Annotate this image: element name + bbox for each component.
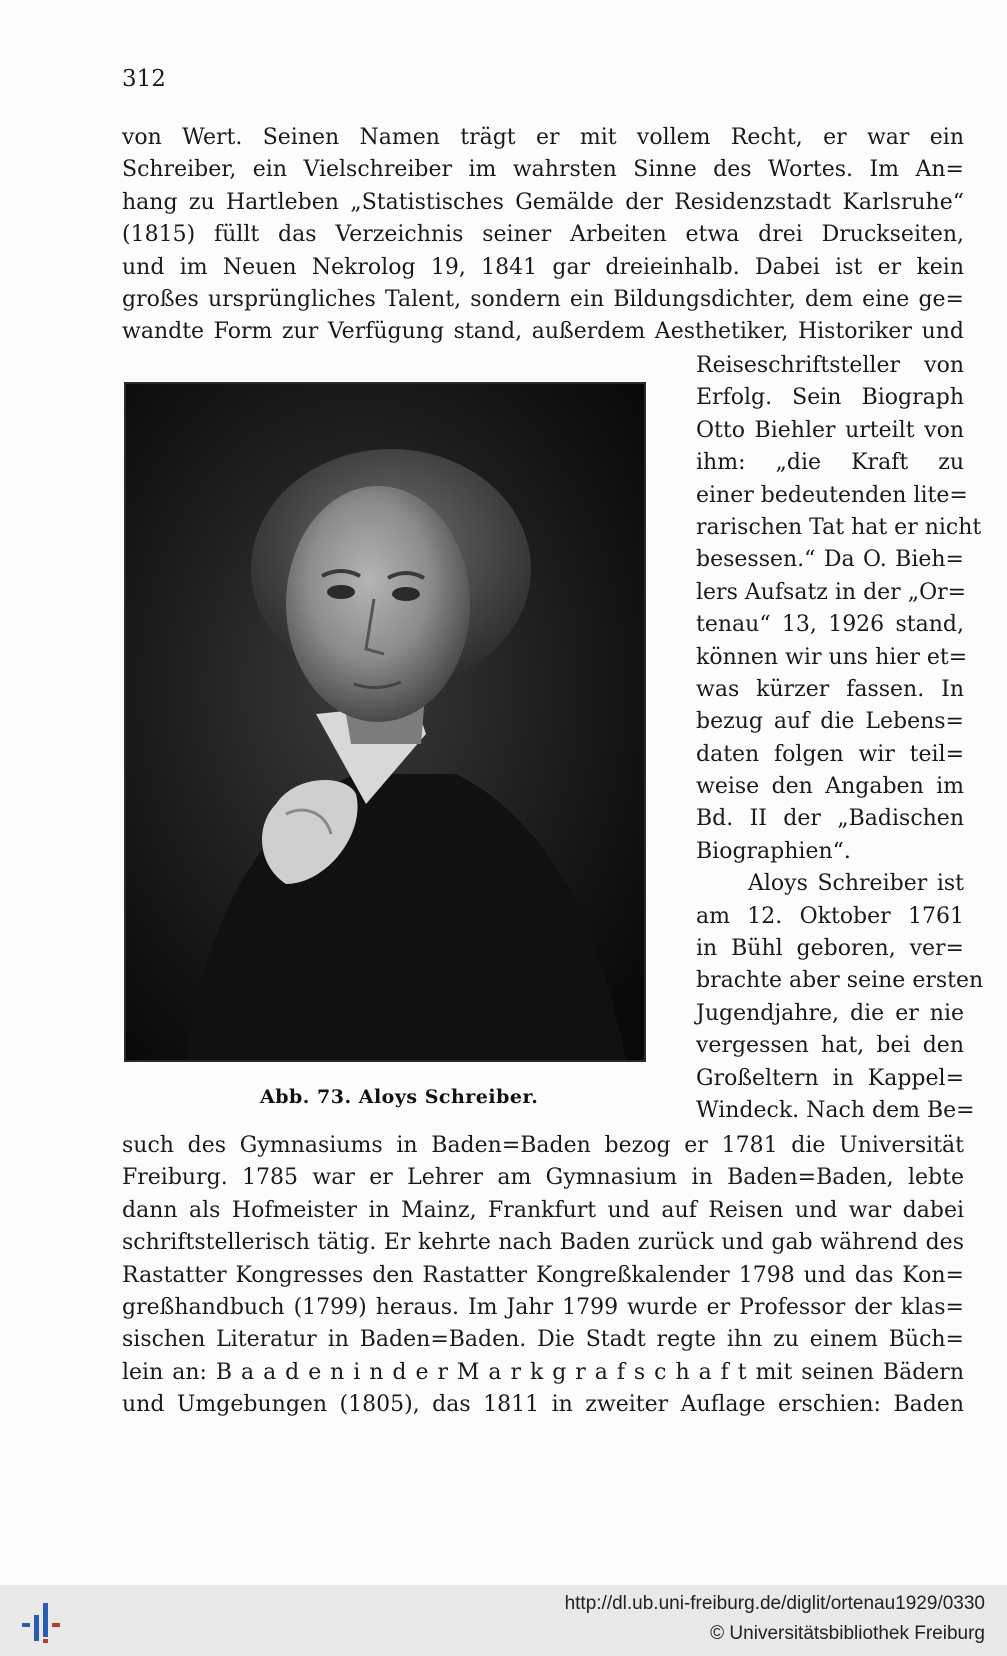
text-line: Otto Biehler urteilt von — [696, 417, 964, 443]
portrait-image — [126, 384, 644, 1060]
text-line: Aloys Schreiber ist — [748, 871, 964, 897]
top-paragraph — [122, 122, 964, 349]
text-line: vergessen hat, bei den — [696, 1033, 964, 1059]
text-line: hang zu Hartleben „Statistisches Gemälde der Residenzstadt Karlsruhe“ — [122, 189, 964, 215]
text-line: tenau“ 13, 1926 stand, — [696, 612, 964, 638]
portrait-figure — [124, 382, 646, 1062]
text-line: von Wert. Seinen Namen trägt er mit vollem Recht, er war ein — [122, 125, 964, 150]
text-line: Erfolg. Sein Biograph — [696, 385, 964, 411]
bottom-paragraph — [122, 1130, 964, 1422]
text-line: was kürzer fassen. In — [696, 676, 964, 702]
text-line: Rastatter Kongresses den Rastatter Kongreßkalender 1798 und das Kon= — [122, 1262, 964, 1288]
text-line: Jugendjahre, die er nie — [696, 1000, 964, 1026]
library-logo-icon — [22, 1601, 64, 1643]
text-line: besessen.“ Da O. Bieh= — [696, 547, 964, 573]
copyright-text: © Universitätsbibliothek Freiburg — [710, 1623, 985, 1644]
text-line: schriftstellerisch tätig. Er kehrte nach Baden zurück und gab während des — [122, 1230, 964, 1256]
text-line: brachte aber seine ersten — [696, 968, 984, 994]
text-line: Freiburg. 1785 war er Lehrer am Gymnasium in Baden=Baden, lebte — [122, 1165, 964, 1191]
text-line: bezug auf die Lebens= — [696, 709, 964, 735]
text-line: Schreiber, ein Vielschreiber im wahrsten Sinne des Wortes. Im An= — [122, 157, 964, 183]
text-line: und Umgebungen (1805), das 1811 in zweiter Auflage erschien: Baden — [122, 1392, 964, 1418]
text-line: Bd. II der „Badischen — [696, 806, 964, 832]
text-line: Reiseschriftsteller von — [696, 353, 964, 378]
footer-bar — [0, 1585, 1007, 1656]
figure-caption: Abb. 73. Aloys Schreiber. — [260, 1086, 539, 1108]
text-line: dann als Hofmeister in Mainz, Frankfurt und auf Reisen und war dabei — [122, 1197, 964, 1223]
text-line: Windeck. Nach dem Be= — [696, 1097, 975, 1123]
text-line: (1815) füllt das Verzeichnis seiner Arbeiten etwa drei Druckseiten, — [122, 222, 964, 248]
text-line: lers Aufsatz in der „Or= — [696, 579, 967, 605]
text-line: weise den Angaben im — [696, 774, 964, 800]
text-line: ihm: „die Kraft zu — [696, 450, 964, 476]
text-line: such des Gymnasiums in Baden=Baden bezog er 1781 die Universität — [122, 1133, 964, 1158]
source-url-link[interactable]: http://dl.ub.uni-freiburg.de/diglit/ortenau1929/0330 — [564, 1593, 985, 1614]
side-paragraph — [696, 350, 984, 1127]
text-line: in Bühl geboren, ver= — [696, 936, 964, 962]
text-line: rarischen Tat hat er nicht — [696, 514, 982, 540]
text-line: und im Neuen Nekrolog 19, 1841 gar dreieinhalb. Dabei ist er kein — [122, 254, 964, 280]
text-line: Biographien“. — [696, 838, 851, 864]
text-line: daten folgen wir teil= — [696, 741, 964, 767]
text-line: wandte Form zur Verfügung stand, außerdem Aesthetiker, Historiker und — [122, 319, 964, 345]
text-line: großes ursprüngliches Talent, sondern ein Bildungsdichter, dem eine ge= — [122, 286, 964, 312]
text-line: greßhandbuch (1799) heraus. Im Jahr 1799 wurde er Professor der klas= — [122, 1294, 964, 1320]
text-line: können wir uns hier et= — [696, 644, 968, 670]
text-line: Großeltern in Kappel= — [696, 1065, 964, 1091]
text-line: am 12. Oktober 1761 — [696, 903, 964, 929]
text-line: lein an: B a a d e n i n d e r M a r k g r a f s c h a f t mit seinen Bädern — [122, 1359, 964, 1385]
text-line: einer bedeutenden lite= — [696, 482, 968, 508]
text-line: sischen Literatur in Baden=Baden. Die Stadt regte ihn zu einem Büch= — [122, 1327, 964, 1353]
page-number: 312 — [122, 66, 166, 92]
